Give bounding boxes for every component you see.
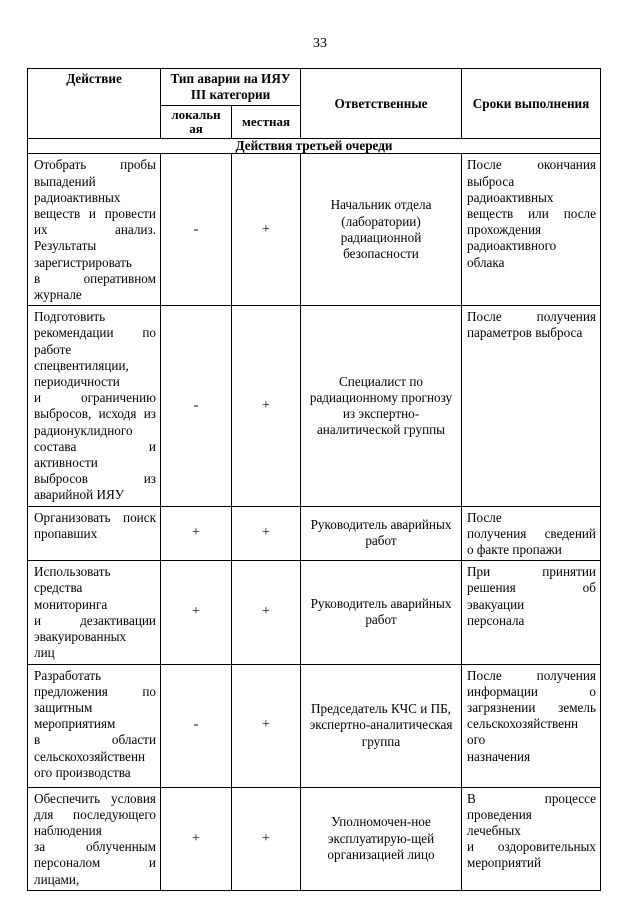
responsible-cell: Уполномочен-ное эксплуатирую-щей организацией лицо [301, 787, 462, 890]
deadline-line: После получения [467, 667, 596, 683]
action-line: спецвентиляции, [34, 357, 129, 373]
action-line: персоналом и [34, 855, 156, 871]
responsible-cell: Руководитель аварийных работ [301, 506, 462, 561]
table-row [28, 787, 601, 890]
action-line: выпадений [34, 173, 96, 189]
section-title: Действия третьей очереди [28, 139, 601, 154]
responsible-cell: Руководитель аварийных работ [301, 561, 462, 664]
deadline-cell [462, 506, 601, 561]
deadline-line: назначения [467, 748, 531, 764]
deadline-line: получения сведений [467, 525, 596, 541]
action-line: ого производства [34, 764, 131, 780]
table-row [28, 306, 601, 506]
table-row [28, 561, 601, 664]
action-cell [28, 664, 161, 787]
deadline-line: радиоактивных [467, 189, 554, 205]
action-cell [28, 506, 161, 561]
deadline-line: о факте пропажи [467, 542, 562, 558]
action-line: предложения по [34, 683, 156, 699]
deadline-line: и оздоровительных [467, 839, 596, 855]
action-line: радионуклидного [34, 422, 133, 438]
deadline-line: лечебных [467, 822, 521, 838]
action-line: и ограничению [34, 390, 156, 406]
action-cell [28, 306, 161, 506]
action-line: аварийной ИЯУ [34, 487, 125, 503]
deadline-cell [462, 787, 601, 890]
deadline-line: веществ или после [467, 206, 596, 222]
action-line: зарегистрировать [34, 254, 132, 270]
action-line: журнале [34, 287, 82, 303]
action-line: за облученным [34, 839, 156, 855]
action-line: активности [34, 455, 98, 471]
page-number: 33 [313, 36, 327, 51]
action-cell [28, 561, 161, 664]
action-line: выбросов из [34, 471, 156, 487]
action-line: Отобрать пробы [34, 157, 156, 173]
deadline-line: выброса [467, 173, 515, 189]
local-mark: - [161, 306, 232, 506]
action-line: Использовать [34, 564, 111, 580]
deadline-line: загрязнении земель [467, 699, 596, 715]
deadline-line: персонала [467, 612, 525, 628]
action-line: в области [34, 732, 156, 748]
localized-mark: + [232, 787, 301, 890]
action-line: работе [34, 341, 72, 357]
header-responsible: Ответственные [301, 69, 462, 139]
header-accident-type: Тип аварии на ИЯУ III категории [161, 69, 301, 106]
deadline-line: мероприятий [467, 855, 542, 871]
action-line: выбросов, исходя из [34, 406, 156, 422]
deadline-line: облака [467, 254, 505, 270]
action-line: средства [34, 580, 83, 596]
deadline-line: После получения [467, 309, 596, 325]
action-line: состава и [34, 438, 156, 454]
header-deadline: Сроки выполнения [462, 69, 601, 139]
action-line: в оперативном [34, 270, 156, 286]
action-line: мероприятиям [34, 716, 116, 732]
deadline-cell [462, 664, 601, 787]
action-line: защитным [34, 699, 93, 715]
deadline-cell [462, 306, 601, 506]
deadline-line: сельскохозяйственн [467, 716, 579, 732]
deadline-line: радиоактивного [467, 238, 557, 254]
deadline-line: эвакуации [467, 596, 525, 612]
table-row [28, 664, 601, 787]
action-line: их анализ. [34, 222, 156, 238]
action-line: Разработать [34, 667, 102, 683]
action-line: веществ и провести [34, 206, 156, 222]
action-line: Обеспечить условия [34, 790, 156, 806]
deadline-line: параметров выброса [467, 325, 583, 341]
deadline-line: При принятии [467, 564, 596, 580]
local-mark: - [161, 664, 232, 787]
deadline-cell [462, 154, 601, 306]
action-line: Результаты [34, 238, 97, 254]
deadline-line: прохождения [467, 222, 542, 238]
action-line: пропавших [34, 525, 98, 541]
local-mark: - [161, 154, 232, 306]
local-mark: + [161, 787, 232, 890]
table-row [28, 154, 601, 306]
actions-table [27, 68, 601, 891]
action-line: и дезактивации [34, 612, 156, 628]
responsible-cell: Председатель КЧС и ПБ, экспертно-аналитическая группа [301, 664, 462, 787]
deadline-line: информации о [467, 683, 596, 699]
deadline-line: После окончания [467, 157, 596, 173]
action-line: Организовать поиск [34, 509, 156, 525]
action-line: мониторинга [34, 596, 108, 612]
action-cell [28, 154, 161, 306]
localized-mark: + [232, 306, 301, 506]
action-line: лицами, [34, 871, 80, 887]
action-line: периодичности [34, 374, 120, 390]
action-line: Подготовить [34, 309, 106, 325]
deadline-cell [462, 561, 601, 664]
header-localized: местная [232, 106, 301, 139]
action-line: лиц [34, 645, 55, 661]
localized-mark: + [232, 154, 301, 306]
action-line: рекомендации по [34, 325, 156, 341]
deadline-line: ого [467, 732, 486, 748]
action-cell [28, 787, 161, 890]
local-mark: + [161, 506, 232, 561]
deadline-line: После [467, 509, 502, 525]
action-line: наблюдения [34, 822, 102, 838]
deadline-line: проведения [467, 806, 532, 822]
localized-mark: + [232, 506, 301, 561]
action-line: для последующего [34, 806, 156, 822]
deadline-line: В процессе [467, 790, 596, 806]
table-row [28, 506, 601, 561]
localized-mark: + [232, 561, 301, 664]
header-action: Действие [28, 69, 161, 139]
header-local: локальн ая [161, 106, 232, 139]
responsible-cell: Начальник отдела (лаборатории) радиационной безопасности [301, 154, 462, 306]
local-mark: + [161, 561, 232, 664]
deadline-line: решения об [467, 580, 596, 596]
action-line: радиоактивных [34, 189, 121, 205]
localized-mark: + [232, 664, 301, 787]
action-line: сельскохозяйственн [34, 748, 146, 764]
action-line: эвакуированных [34, 629, 127, 645]
responsible-cell: Специалист по радиационному прогнозу из экспертно-аналитической группы [301, 306, 462, 506]
